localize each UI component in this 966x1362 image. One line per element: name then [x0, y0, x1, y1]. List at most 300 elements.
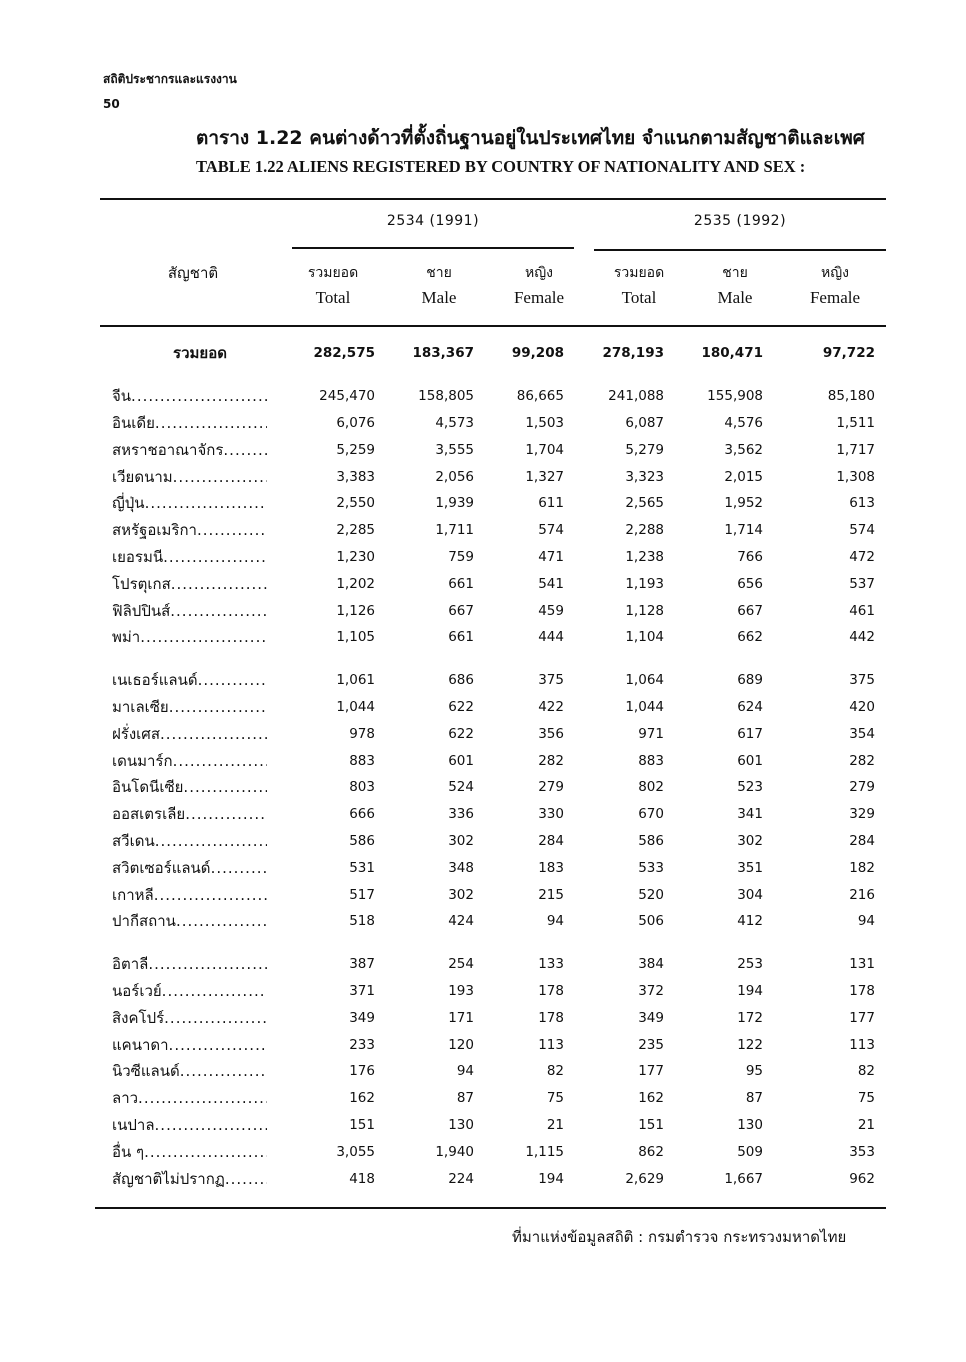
nationality-label: สวีเดน ..... — [112, 829, 267, 853]
nationality-label: เยอรมนี ..... — [112, 545, 267, 569]
nationality-cell — [100, 1138, 300, 1165]
nationality-cell — [100, 490, 300, 517]
nationality-label: สิงคโปร์ ..... — [112, 1006, 267, 1030]
value-cell: 1,238 — [625, 548, 664, 565]
value-cell: 302 — [448, 886, 474, 903]
value-cell: 759 — [448, 548, 474, 565]
value-cell: 131 — [849, 956, 875, 973]
value-cell: 284 — [538, 832, 564, 849]
nationality-label: นอร์เวย์ ..... — [112, 979, 267, 1003]
value-cell: 130 — [448, 1116, 474, 1133]
value-cell: 75 — [857, 1090, 875, 1107]
nationality-label: ฟิลิปปินส์ ..... — [112, 599, 267, 623]
value-cell: 6,076 — [336, 414, 375, 431]
table-row — [100, 694, 875, 721]
value-cell: 524 — [448, 779, 474, 796]
spacer-cell — [100, 651, 875, 667]
value-cell: 1,105 — [336, 629, 375, 646]
value-cell: 304 — [737, 886, 763, 903]
nationality-label: เดนมาร์ก ..... — [112, 749, 267, 773]
value-cell: 113 — [849, 1036, 875, 1053]
table-row — [100, 624, 875, 651]
value-cell: 120 — [448, 1036, 474, 1053]
value-cell: 1,711 — [435, 522, 474, 539]
nationality-cell — [100, 801, 300, 828]
value-cell: 183 — [538, 859, 564, 876]
nationality-cell — [100, 410, 300, 437]
column-header-thai: หญิง — [821, 265, 849, 281]
value-cell: 1,308 — [836, 468, 875, 485]
value-cell: 586 — [638, 832, 664, 849]
nationality-cell — [100, 1165, 300, 1192]
value-cell: 2,015 — [724, 468, 763, 485]
value-cell: 178 — [849, 982, 875, 999]
value-cell: 1,511 — [836, 414, 875, 431]
value-cell: 99,208 — [511, 345, 564, 362]
value-cell: 216 — [849, 886, 875, 903]
table-row — [100, 1112, 875, 1139]
value-cell: 617 — [737, 725, 763, 742]
value-cell: 1,044 — [336, 698, 375, 715]
nationality-label: รวมยอด — [173, 344, 227, 363]
nationality-cell — [100, 436, 300, 463]
value-cell: 471 — [538, 548, 564, 565]
value-cell: 215 — [538, 886, 564, 903]
value-cell: 302 — [448, 832, 474, 849]
nationality-label: แคนาดา ..... — [112, 1033, 267, 1057]
value-cell: 1,126 — [336, 602, 375, 619]
value-cell: 1,128 — [625, 602, 664, 619]
value-cell: 302 — [737, 832, 763, 849]
value-cell: 978 — [349, 725, 375, 742]
group-spacer — [100, 935, 875, 951]
value-cell: 1,064 — [625, 672, 664, 689]
nationality-cell — [100, 383, 300, 410]
column-header-english: Male — [421, 288, 457, 308]
value-cell: 1,714 — [724, 522, 763, 539]
value-cell: 279 — [538, 779, 564, 796]
group-spacer — [100, 367, 875, 383]
value-cell: 155,908 — [707, 388, 763, 405]
value-cell: 278,193 — [602, 345, 664, 362]
year-header-1992: 2535 (1992) — [693, 213, 787, 229]
table-row — [100, 383, 875, 410]
column-header-english: Total — [621, 288, 657, 308]
value-cell: 348 — [448, 859, 474, 876]
nationality-label: จีน ..... — [112, 384, 267, 408]
value-cell: 472 — [849, 548, 875, 565]
nationality-cell — [100, 624, 300, 651]
nationality-cell — [100, 1031, 300, 1058]
value-cell: 574 — [849, 522, 875, 539]
table-row — [100, 544, 875, 571]
column-header-male-1991 — [396, 262, 482, 312]
nationality-cell — [100, 694, 300, 721]
column-header-total-1992 — [596, 262, 682, 312]
value-cell: 802 — [638, 779, 664, 796]
value-cell: 422 — [538, 698, 564, 715]
value-cell: 461 — [849, 602, 875, 619]
value-cell: 518 — [349, 913, 375, 930]
value-cell: 1,044 — [625, 698, 664, 715]
nationality-label: สหรัฐอเมริกา ..... — [112, 518, 267, 542]
value-cell: 254 — [448, 956, 474, 973]
table-row — [100, 667, 875, 694]
value-cell: 459 — [538, 602, 564, 619]
value-cell: 372 — [638, 982, 664, 999]
nationality-label: ญี่ปุ่น ..... — [112, 491, 267, 515]
value-cell: 253 — [737, 956, 763, 973]
table-bottom-rule — [95, 1207, 886, 1209]
value-cell: 3,555 — [435, 441, 474, 458]
value-cell: 1,717 — [836, 441, 875, 458]
nationality-label: เนปาล ..... — [112, 1113, 267, 1137]
nationality-label: สัญชาติไม่ปรากฏ ..... — [112, 1167, 267, 1191]
value-cell: 97,722 — [822, 345, 875, 362]
value-cell: 387 — [349, 956, 375, 973]
value-cell: 371 — [349, 982, 375, 999]
value-cell: 354 — [849, 725, 875, 742]
value-cell: 194 — [538, 1170, 564, 1187]
value-cell: 336 — [448, 806, 474, 823]
value-cell: 613 — [849, 495, 875, 512]
value-cell: 95 — [745, 1063, 763, 1080]
spacer-cell — [100, 367, 875, 383]
table-row — [100, 978, 875, 1005]
value-cell: 661 — [448, 629, 474, 646]
nationality-cell — [100, 1004, 300, 1031]
column-header-thai: ชาย — [426, 265, 452, 281]
value-cell: 176 — [349, 1063, 375, 1080]
table-row — [100, 1085, 875, 1112]
value-cell: 351 — [737, 859, 763, 876]
nationality-cell — [100, 908, 300, 935]
nationality-cell — [100, 1085, 300, 1112]
table-row — [100, 1058, 875, 1085]
column-header-english: Female — [809, 288, 861, 308]
value-cell: 1,704 — [525, 441, 564, 458]
table-row — [100, 854, 875, 881]
value-cell: 151 — [349, 1116, 375, 1133]
value-cell: 177 — [638, 1063, 664, 1080]
nationality-cell — [100, 747, 300, 774]
value-cell: 962 — [849, 1170, 875, 1187]
total-row — [100, 340, 875, 367]
value-cell: 418 — [349, 1170, 375, 1187]
nationality-cell — [100, 340, 300, 367]
table-row — [100, 801, 875, 828]
column-header-male-1992 — [692, 262, 778, 312]
value-cell: 586 — [349, 832, 375, 849]
table-top-rule — [100, 198, 886, 200]
source-note: ที่มาแห่งข้อมูลสถิติ : กรมตำรวจ กระทรวงมหาดไทย — [512, 1228, 847, 1246]
value-cell: 424 — [448, 913, 474, 930]
value-cell: 517 — [349, 886, 375, 903]
value-cell: 1,202 — [336, 575, 375, 592]
value-cell: 656 — [737, 575, 763, 592]
nationality-cell — [100, 570, 300, 597]
table-title-english: TABLE 1.22 ALIENS REGISTERED BY COUNTRY OF NATIONALITY AND SEX : — [196, 157, 806, 176]
value-cell: 3,055 — [336, 1143, 375, 1160]
value-cell: 122 — [737, 1036, 763, 1053]
value-cell: 224 — [448, 1170, 474, 1187]
nationality-label: สหราชอาณาจักร ..... — [112, 438, 267, 462]
value-cell: 1,940 — [435, 1143, 474, 1160]
value-cell: 282 — [538, 752, 564, 769]
value-cell: 349 — [638, 1009, 664, 1026]
column-header-english: Female — [513, 288, 565, 308]
value-cell: 375 — [849, 672, 875, 689]
value-cell: 6,087 — [625, 414, 664, 431]
table-row — [100, 747, 875, 774]
nationality-header: สัญชาติ — [167, 264, 219, 282]
value-cell: 330 — [538, 806, 564, 823]
value-cell: 3,323 — [625, 468, 664, 485]
table-row — [100, 463, 875, 490]
value-cell: 1,327 — [525, 468, 564, 485]
nationality-cell — [100, 667, 300, 694]
value-cell: 667 — [737, 602, 763, 619]
value-cell: 171 — [448, 1009, 474, 1026]
value-cell: 182 — [849, 859, 875, 876]
value-cell: 444 — [538, 629, 564, 646]
value-cell: 87 — [745, 1090, 763, 1107]
value-cell: 356 — [538, 725, 564, 742]
value-cell: 94 — [857, 913, 875, 930]
value-cell: 177 — [849, 1009, 875, 1026]
value-cell: 1,667 — [724, 1170, 763, 1187]
value-cell: 2,629 — [625, 1170, 664, 1187]
value-cell: 420 — [849, 698, 875, 715]
nationality-cell — [100, 951, 300, 978]
value-cell: 21 — [546, 1116, 564, 1133]
table-row — [100, 774, 875, 801]
nationality-cell — [100, 854, 300, 881]
nationality-label: ลาว ..... — [112, 1086, 267, 1110]
value-cell: 601 — [448, 752, 474, 769]
table-row — [100, 517, 875, 544]
value-cell: 279 — [849, 779, 875, 796]
value-cell: 971 — [638, 725, 664, 742]
value-cell: 537 — [849, 575, 875, 592]
value-cell: 766 — [737, 548, 763, 565]
value-cell: 1,952 — [724, 495, 763, 512]
table-title-thai: ตาราง 1.22 คนต่างด้าวที่ตั้งถิ่นฐานอยู่ในประเทศไทย จำแนกตามสัญชาติและเพศ — [196, 127, 865, 149]
nationality-cell — [100, 517, 300, 544]
table-row — [100, 881, 875, 908]
column-header-female-1991 — [494, 262, 584, 312]
nationality-label: โปรตุเกส ..... — [112, 572, 267, 596]
value-cell: 611 — [538, 495, 564, 512]
value-cell: 162 — [349, 1090, 375, 1107]
value-cell: 666 — [349, 806, 375, 823]
spacer-cell — [100, 935, 875, 951]
table-row — [100, 908, 875, 935]
value-cell: 509 — [737, 1143, 763, 1160]
value-cell: 622 — [448, 698, 474, 715]
value-cell: 193 — [448, 982, 474, 999]
value-cell: 2,565 — [625, 495, 664, 512]
value-cell: 151 — [638, 1116, 664, 1133]
year-underline-1992 — [594, 249, 886, 251]
nationality-cell — [100, 774, 300, 801]
table-row — [100, 1165, 875, 1192]
running-head: สถิติประชากรและแรงงาน — [103, 72, 237, 86]
table-row — [100, 828, 875, 855]
value-cell: 3,383 — [336, 468, 375, 485]
nationality-cell — [100, 1112, 300, 1139]
value-cell: 803 — [349, 779, 375, 796]
value-cell: 686 — [448, 672, 474, 689]
value-cell: 1,939 — [435, 495, 474, 512]
value-cell: 113 — [538, 1036, 564, 1053]
value-cell: 689 — [737, 672, 763, 689]
table-row — [100, 410, 875, 437]
value-cell: 94 — [546, 913, 564, 930]
header-bottom-rule — [100, 325, 886, 327]
page-number: 50 — [103, 97, 120, 111]
nationality-cell — [100, 597, 300, 624]
nationality-cell — [100, 978, 300, 1005]
column-header-thai: ชาย — [722, 265, 748, 281]
table-row — [100, 570, 875, 597]
value-cell: 2,550 — [336, 495, 375, 512]
nationality-cell — [100, 1058, 300, 1085]
value-cell: 670 — [638, 806, 664, 823]
value-cell: 87 — [456, 1090, 474, 1107]
value-cell: 375 — [538, 672, 564, 689]
value-cell: 85,180 — [827, 388, 875, 405]
value-cell: 353 — [849, 1143, 875, 1160]
value-cell: 21 — [857, 1116, 875, 1133]
value-cell: 574 — [538, 522, 564, 539]
value-cell: 284 — [849, 832, 875, 849]
nationality-cell — [100, 463, 300, 490]
value-cell: 412 — [737, 913, 763, 930]
column-header-thai: รวมยอด — [613, 265, 665, 281]
value-cell: 94 — [456, 1063, 474, 1080]
nationality-label: อินเดีย ..... — [112, 411, 267, 435]
value-cell: 1,230 — [336, 548, 375, 565]
value-cell: 442 — [849, 629, 875, 646]
value-cell: 178 — [538, 982, 564, 999]
value-cell: 601 — [737, 752, 763, 769]
value-cell: 158,805 — [418, 388, 474, 405]
value-cell: 1,104 — [625, 629, 664, 646]
column-header-english: Total — [315, 288, 351, 308]
data-table — [100, 340, 875, 1192]
table-row — [100, 1138, 875, 1165]
value-cell: 82 — [546, 1063, 564, 1080]
nationality-cell — [100, 720, 300, 747]
value-cell: 183,367 — [412, 345, 474, 362]
value-cell: 3,562 — [724, 441, 763, 458]
value-cell: 533 — [638, 859, 664, 876]
value-cell: 1,115 — [525, 1143, 564, 1160]
nationality-label: อินโดนีเซีย ..... — [112, 775, 267, 799]
value-cell: 5,259 — [336, 441, 375, 458]
value-cell: 349 — [349, 1009, 375, 1026]
nationality-label: เวียดนาม ..... — [112, 465, 267, 489]
value-cell: 282,575 — [313, 345, 375, 362]
nationality-label: เนเธอร์แลนด์ ..... — [112, 668, 267, 692]
nationality-label: ออสเตรเลีย ..... — [112, 802, 267, 826]
table-row — [100, 436, 875, 463]
value-cell: 862 — [638, 1143, 664, 1160]
nationality-label: ปากีสถาน ..... — [112, 909, 267, 933]
value-cell: 4,573 — [435, 414, 474, 431]
column-header-thai: รวมยอด — [307, 265, 359, 281]
value-cell: 178 — [538, 1009, 564, 1026]
nationality-label: สวิตเซอร์แลนด์ ..... — [112, 856, 267, 880]
value-cell: 5,279 — [625, 441, 664, 458]
value-cell: 75 — [546, 1090, 564, 1107]
column-header-female-1992 — [792, 262, 878, 312]
value-cell: 531 — [349, 859, 375, 876]
value-cell: 662 — [737, 629, 763, 646]
value-cell: 194 — [737, 982, 763, 999]
nationality-cell — [100, 544, 300, 571]
nationality-cell — [100, 881, 300, 908]
value-cell: 341 — [737, 806, 763, 823]
value-cell: 622 — [448, 725, 474, 742]
table-row — [100, 597, 875, 624]
value-cell: 180,471 — [701, 345, 763, 362]
year-header-1991: 2534 (1991) — [386, 213, 480, 229]
group-spacer — [100, 651, 875, 667]
value-cell: 282 — [849, 752, 875, 769]
value-cell: 523 — [737, 779, 763, 796]
value-cell: 1,193 — [625, 575, 664, 592]
value-cell: 130 — [737, 1116, 763, 1133]
column-header-total-1991 — [290, 262, 376, 312]
nationality-label: อิตาลี ..... — [112, 952, 267, 976]
column-header-english: Male — [717, 288, 753, 308]
value-cell: 2,288 — [625, 522, 664, 539]
table-row — [100, 490, 875, 517]
value-cell: 162 — [638, 1090, 664, 1107]
year-underline-1991 — [292, 247, 574, 249]
value-cell: 245,470 — [319, 388, 375, 405]
value-cell: 4,576 — [724, 414, 763, 431]
nationality-cell — [100, 828, 300, 855]
nationality-label: นิวซีแลนด์ ..... — [112, 1059, 267, 1083]
value-cell: 241,088 — [608, 388, 664, 405]
nationality-label: มาเลเซีย ..... — [112, 695, 267, 719]
value-cell: 883 — [638, 752, 664, 769]
value-cell: 667 — [448, 602, 474, 619]
value-cell: 329 — [849, 806, 875, 823]
value-cell: 2,056 — [435, 468, 474, 485]
value-cell: 506 — [638, 913, 664, 930]
value-cell: 2,285 — [336, 522, 375, 539]
nationality-label: เกาหลี ..... — [112, 883, 267, 907]
value-cell: 384 — [638, 956, 664, 973]
nationality-label: พม่า ..... — [112, 625, 267, 649]
value-cell: 233 — [349, 1036, 375, 1053]
value-cell: 624 — [737, 698, 763, 715]
table-row — [100, 720, 875, 747]
value-cell: 172 — [737, 1009, 763, 1026]
nationality-label: ฝรั่งเศส ..... — [112, 722, 267, 746]
value-cell: 1,503 — [525, 414, 564, 431]
value-cell: 661 — [448, 575, 474, 592]
table-row — [100, 1004, 875, 1031]
value-cell: 883 — [349, 752, 375, 769]
value-cell: 86,665 — [516, 388, 564, 405]
value-cell: 235 — [638, 1036, 664, 1053]
nationality-label: อื่น ๆ ..... — [112, 1140, 267, 1164]
